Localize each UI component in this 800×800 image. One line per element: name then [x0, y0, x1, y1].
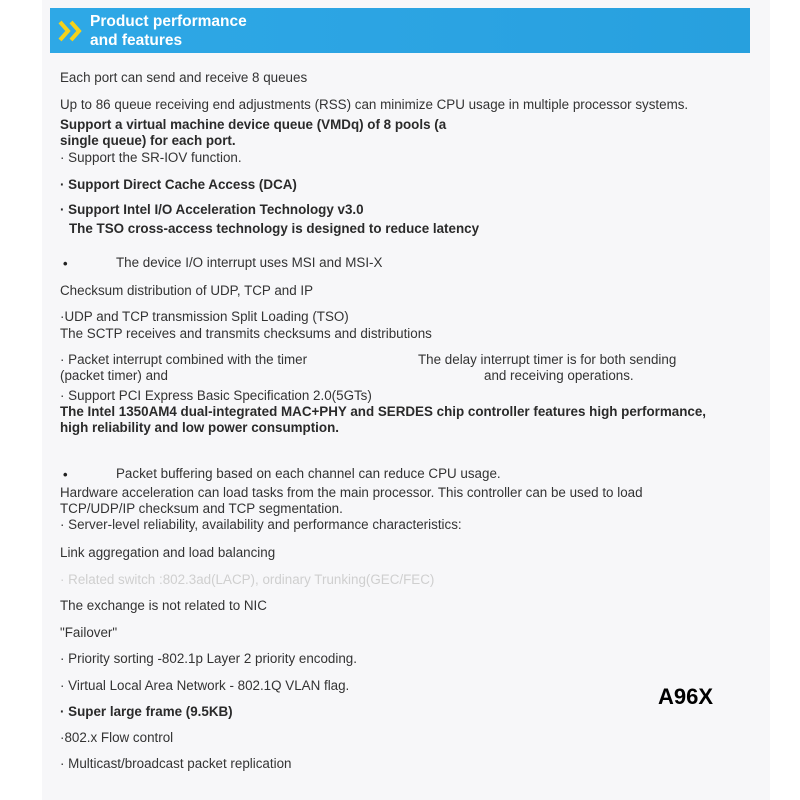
- feature-line: · Packet interrupt combined with the timer: [60, 352, 308, 367]
- feature-line: Support a virtual machine device queue (VMDq) of 8 pools (a: [60, 117, 447, 132]
- double-chevron-right-icon: [57, 18, 87, 44]
- feature-line: · Priority sorting -802.1p Layer 2 priority encoding.: [60, 651, 357, 666]
- bullet-dot: •: [63, 467, 68, 482]
- section-title: Product performance and features: [90, 13, 247, 49]
- feature-line: Link aggregation and load balancing: [60, 545, 276, 560]
- feature-line: · Support Intel I/O Acceleration Technology v3.0: [60, 202, 364, 217]
- feature-line: The TSO cross-access technology is designed to reduce latency: [69, 221, 480, 236]
- feature-line: Checksum distribution of UDP, TCP and IP: [60, 283, 314, 298]
- feature-line: The exchange is not related to NIC: [60, 598, 267, 613]
- feature-line: The delay interrupt timer is for both sending: [418, 352, 677, 367]
- feature-line: high reliability and low power consumption.: [60, 420, 339, 435]
- feature-line: ·802.x Flow control: [60, 730, 174, 745]
- feature-line: · Related switch :802.3ad(LACP), ordinary Trunking(GEC/FEC): [60, 572, 435, 587]
- feature-line: Packet buffering based on each channel can reduce CPU usage.: [116, 466, 501, 481]
- feature-line: The SCTP receives and transmits checksums and distributions: [60, 326, 432, 341]
- feature-line: · Super large frame (9.5KB): [60, 704, 233, 719]
- feature-line: The Intel 1350AM4 dual-integrated MAC+PHY and SERDES chip controller features high performance,: [60, 404, 706, 419]
- feature-line: · Virtual Local Area Network - 802.1Q VLAN flag.: [60, 678, 350, 693]
- feature-line: Each port can send and receive 8 queues: [60, 70, 308, 85]
- feature-line: Hardware acceleration can load tasks from the main processor. This controller can be used to load: [60, 485, 643, 500]
- feature-line: (packet timer) and: [60, 368, 168, 383]
- feature-line: and receiving operations.: [484, 368, 634, 383]
- feature-line: TCP/UDP/IP checksum and TCP segmentation.: [60, 501, 343, 516]
- feature-line: · Server-level reliability, availability and performance characteristics:: [60, 517, 462, 532]
- bullet-dot: •: [63, 256, 68, 271]
- feature-line: single queue) for each port.: [60, 133, 236, 148]
- feature-line: · Support PCI Express Basic Specification 2.0(5GTs): [60, 388, 372, 403]
- feature-line: The device I/O interrupt uses MSI and MSI-X: [116, 255, 383, 270]
- feature-line: "Failover": [60, 625, 118, 640]
- feature-line: · Support the SR-IOV function.: [60, 150, 242, 165]
- model-label: A96X: [658, 684, 714, 709]
- feature-line: · Support Direct Cache Access (DCA): [60, 177, 297, 192]
- feature-line: ·UDP and TCP transmission Split Loading (TSO): [60, 309, 349, 324]
- section-header-banner: [50, 8, 750, 53]
- feature-line: Up to 86 queue receiving end adjustments (RSS) can minimize CPU usage in multiple processor systems.: [60, 97, 689, 112]
- feature-line: · Multicast/broadcast packet replication: [60, 756, 292, 771]
